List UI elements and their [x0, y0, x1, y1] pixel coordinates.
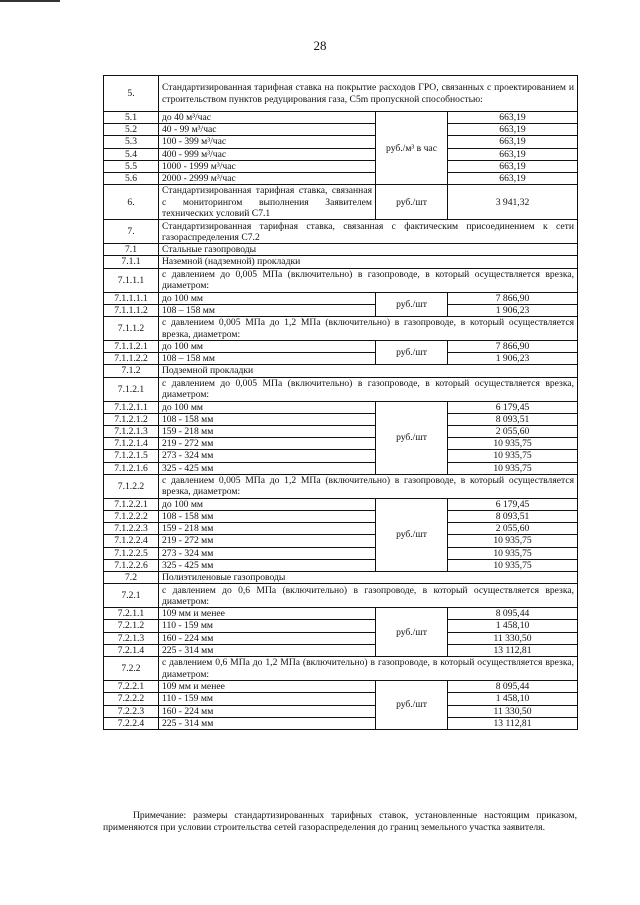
item-description: 273 - 324 мм	[159, 450, 376, 462]
table-row	[104, 584, 578, 608]
item-code: 7.2.2	[104, 657, 159, 681]
unit-cell: руб./шт	[376, 185, 448, 220]
item-description: до 100 мм	[159, 401, 376, 413]
table-row	[104, 438, 578, 450]
item-code: 7.1.2.2.3	[104, 523, 159, 535]
item-description: до 100 мм	[159, 498, 376, 510]
footnote: Примечание: размеры стандартизированных тарифных ставок, установленные настоящим приказом, применяются при условии строительства сетей газораспределения до границ земельного участка заявителя.	[103, 810, 577, 834]
tariff-value: 2 055,60	[448, 523, 578, 535]
tariff-value: 11 330,50	[448, 632, 578, 644]
item-code: 7.2.1	[104, 584, 159, 608]
item-code: 7.1.1.1.1	[104, 292, 159, 304]
table-row	[104, 220, 578, 244]
item-description: 109 мм и менее	[159, 681, 376, 693]
table-row	[104, 341, 578, 353]
item-code: 7.1.2.2.4	[104, 535, 159, 547]
item-description: с давлением до 0,6 МПа (включительно) в газопроводе, в который осуществляется врезка, диаметром:	[159, 584, 578, 608]
tariff-value: 13 112,81	[448, 717, 578, 729]
item-code: 5.1	[104, 112, 159, 124]
item-code: 7.	[104, 220, 159, 244]
tariff-value: 663,19	[448, 148, 578, 160]
table-row	[104, 657, 578, 681]
item-description: 40 - 99 м³/час	[159, 124, 376, 136]
item-code: 7.1.2.1.1	[104, 401, 159, 413]
table-row	[104, 547, 578, 559]
table-row	[104, 173, 578, 185]
item-code: 7.1.1.2.2	[104, 353, 159, 365]
item-description: с давлением 0,005 МПа до 1,2 МПа (включительно) в газопроводе, в который осуществляется врезка, диаметром:	[159, 317, 578, 341]
item-code: 7.1.2.1.2	[104, 413, 159, 425]
tariff-value: 10 935,75	[448, 450, 578, 462]
table-row	[104, 535, 578, 547]
item-description: 100 - 399 м³/час	[159, 136, 376, 148]
unit-cell: руб./шт	[376, 681, 448, 730]
table-row	[104, 160, 578, 172]
item-description: 159 - 218 мм	[159, 523, 376, 535]
item-code: 7.2.2.3	[104, 705, 159, 717]
tariff-value: 1 458,10	[448, 693, 578, 705]
tariff-value: 663,19	[448, 124, 578, 136]
page-number: 28	[313, 38, 327, 53]
item-code: 6.	[104, 185, 159, 220]
table-row	[104, 76, 578, 112]
item-description: 108 – 158 мм	[159, 304, 376, 316]
tariff-value: 10 935,75	[448, 438, 578, 450]
item-description: Стандартизированная тарифная ставка, связанная с мониторингом выполнения Заявителем технических условий C7.1	[159, 185, 376, 220]
table-row	[104, 608, 578, 620]
tariff-value: 3 941,32	[448, 185, 578, 220]
table-row	[104, 413, 578, 425]
item-code: 7.1.1	[104, 256, 159, 268]
table-row	[104, 717, 578, 729]
item-code: 7.1.1.2.1	[104, 341, 159, 353]
item-description: Стандартизированная тарифная ставка на покрытие расходов ГРО, связанных с проектированием и строительством пунктов редуцирования газа, C5m пропускной способностью:	[159, 76, 578, 112]
item-description: Стандартизированная тарифная ставка, связанная с фактическим присоединением к сети газораспределения C7.2	[159, 220, 578, 244]
item-description: 108 – 158 мм	[159, 353, 376, 365]
unit-cell: руб./шт	[376, 608, 448, 657]
item-description: 160 - 224 мм	[159, 632, 376, 644]
item-description: 109 мм и менее	[159, 608, 376, 620]
item-code: 7.1.2.2	[104, 474, 159, 498]
tariff-value: 13 112,81	[448, 644, 578, 656]
item-code: 7.1.2.1.4	[104, 438, 159, 450]
item-code: 7.2.1.1	[104, 608, 159, 620]
table-row	[104, 256, 578, 268]
table-row	[104, 620, 578, 632]
item-description: Полиэтиленовые газопроводы	[159, 572, 578, 584]
table-row	[104, 559, 578, 571]
item-description: до 100 мм	[159, 292, 376, 304]
item-description: 1000 - 1999 м³/час	[159, 160, 376, 172]
table-row	[104, 377, 578, 401]
tariff-value: 11 330,50	[448, 705, 578, 717]
table-row	[104, 292, 578, 304]
table-row	[104, 112, 578, 124]
item-code: 7.2.1.4	[104, 644, 159, 656]
tariff-value: 10 935,75	[448, 535, 578, 547]
item-code: 7.2.1.3	[104, 632, 159, 644]
table-row	[104, 474, 578, 498]
item-description: 110 - 159 мм	[159, 693, 376, 705]
item-description: с давлением до 0,005 МПа (включительно) в газопроводе, в который осуществляется врезка, диаметром:	[159, 268, 578, 292]
tariff-value: 6 179,45	[448, 401, 578, 413]
item-description: 325 - 425 мм	[159, 462, 376, 474]
item-code: 7.1.2.1	[104, 377, 159, 401]
item-code: 7.1.1.1.2	[104, 304, 159, 316]
table-row	[104, 304, 578, 316]
table-row	[104, 450, 578, 462]
tariff-table	[103, 75, 578, 730]
item-description: 219 - 272 мм	[159, 438, 376, 450]
table-row	[104, 353, 578, 365]
tariff-value: 663,19	[448, 160, 578, 172]
tariff-value: 1 458,10	[448, 620, 578, 632]
item-description: 225 - 314 мм	[159, 644, 376, 656]
item-description: 273 - 324 мм	[159, 547, 376, 559]
item-code: 7.2	[104, 572, 159, 584]
item-description: 108 - 158 мм	[159, 413, 376, 425]
item-code: 7.1.1.1	[104, 268, 159, 292]
unit-cell: руб./шт	[376, 498, 448, 571]
item-description: 2000 - 2999 м³/час	[159, 173, 376, 185]
table-row	[104, 705, 578, 717]
item-description: 160 - 224 мм	[159, 705, 376, 717]
item-code: 7.1.2.2.6	[104, 559, 159, 571]
item-code: 7.1.2.2.5	[104, 547, 159, 559]
unit-cell: руб./м³ в час	[376, 112, 448, 185]
tariff-value: 1 906,23	[448, 353, 578, 365]
item-description: Наземной (надземной) прокладки	[159, 256, 578, 268]
item-description: 225 - 314 мм	[159, 717, 376, 729]
table-row	[104, 572, 578, 584]
scan-mark	[0, 0, 60, 2]
table-row	[104, 523, 578, 535]
tariff-value: 7 866,90	[448, 292, 578, 304]
unit-cell: руб./шт	[376, 401, 448, 474]
table-row	[104, 462, 578, 474]
table-row	[104, 365, 578, 377]
item-description: с давлением 0,6 МПа до 1,2 МПа (включительно) в газопроводе, в который осуществляется врезка, диаметром:	[159, 657, 578, 681]
item-description: до 40 м³/час	[159, 112, 376, 124]
item-code: 7.2.2.4	[104, 717, 159, 729]
item-code: 5.6	[104, 173, 159, 185]
table-row	[104, 681, 578, 693]
item-code: 5.5	[104, 160, 159, 172]
item-description: с давлением до 0,005 МПа (включительно) в газопроводе, в который осуществляется врезка, диаметром:	[159, 377, 578, 401]
item-code: 7.1.2	[104, 365, 159, 377]
item-description: 108 - 158 мм	[159, 511, 376, 523]
item-code: 5.	[104, 76, 159, 112]
item-code: 7.1	[104, 244, 159, 256]
tariff-value: 8 095,44	[448, 608, 578, 620]
table-row	[104, 268, 578, 292]
tariff-value: 10 935,75	[448, 559, 578, 571]
table-row	[104, 185, 578, 220]
item-description: 400 - 999 м³/час	[159, 148, 376, 160]
item-description: 110 - 159 мм	[159, 620, 376, 632]
tariff-value: 8 093,51	[448, 413, 578, 425]
table-row	[104, 644, 578, 656]
item-description: до 100 мм	[159, 341, 376, 353]
item-code: 7.2.2.1	[104, 681, 159, 693]
tariff-value: 10 935,75	[448, 547, 578, 559]
tariff-value: 8 095,44	[448, 681, 578, 693]
item-code: 5.2	[104, 124, 159, 136]
tariff-value: 7 866,90	[448, 341, 578, 353]
table-row	[104, 148, 578, 160]
item-code: 5.4	[104, 148, 159, 160]
item-code: 7.1.1.2	[104, 317, 159, 341]
item-code: 7.1.2.2.2	[104, 511, 159, 523]
table-row	[104, 498, 578, 510]
table-row	[104, 693, 578, 705]
table-row	[104, 511, 578, 523]
tariff-value: 6 179,45	[448, 498, 578, 510]
table-row	[104, 124, 578, 136]
tariff-value: 8 093,51	[448, 511, 578, 523]
item-code: 7.2.1.2	[104, 620, 159, 632]
item-code: 7.1.2.1.5	[104, 450, 159, 462]
item-description: Подземной прокладки	[159, 365, 578, 377]
item-description: 219 - 272 мм	[159, 535, 376, 547]
table-row	[104, 136, 578, 148]
table-row	[104, 632, 578, 644]
item-code: 7.1.2.2.1	[104, 498, 159, 510]
unit-cell: руб./шт	[376, 341, 448, 365]
item-code: 5.3	[104, 136, 159, 148]
item-description: Стальные газопроводы	[159, 244, 578, 256]
table-row	[104, 401, 578, 413]
tariff-value: 663,19	[448, 112, 578, 124]
tariff-value: 2 055,60	[448, 426, 578, 438]
tariff-value: 1 906,23	[448, 304, 578, 316]
item-code: 7.1.2.1.3	[104, 426, 159, 438]
tariff-value: 663,19	[448, 136, 578, 148]
unit-cell: руб./шт	[376, 292, 448, 316]
table-row	[104, 317, 578, 341]
table-row	[104, 426, 578, 438]
item-code: 7.1.2.1.6	[104, 462, 159, 474]
item-description: с давлением 0,005 МПа до 1,2 МПа (включительно) в газопроводе, в который осуществляется врезка, диаметром:	[159, 474, 578, 498]
item-description: 325 - 425 мм	[159, 559, 376, 571]
item-description: 159 - 218 мм	[159, 426, 376, 438]
tariff-value: 663,19	[448, 173, 578, 185]
item-code: 7.2.2.2	[104, 693, 159, 705]
table-row	[104, 244, 578, 256]
tariff-value: 10 935,75	[448, 462, 578, 474]
